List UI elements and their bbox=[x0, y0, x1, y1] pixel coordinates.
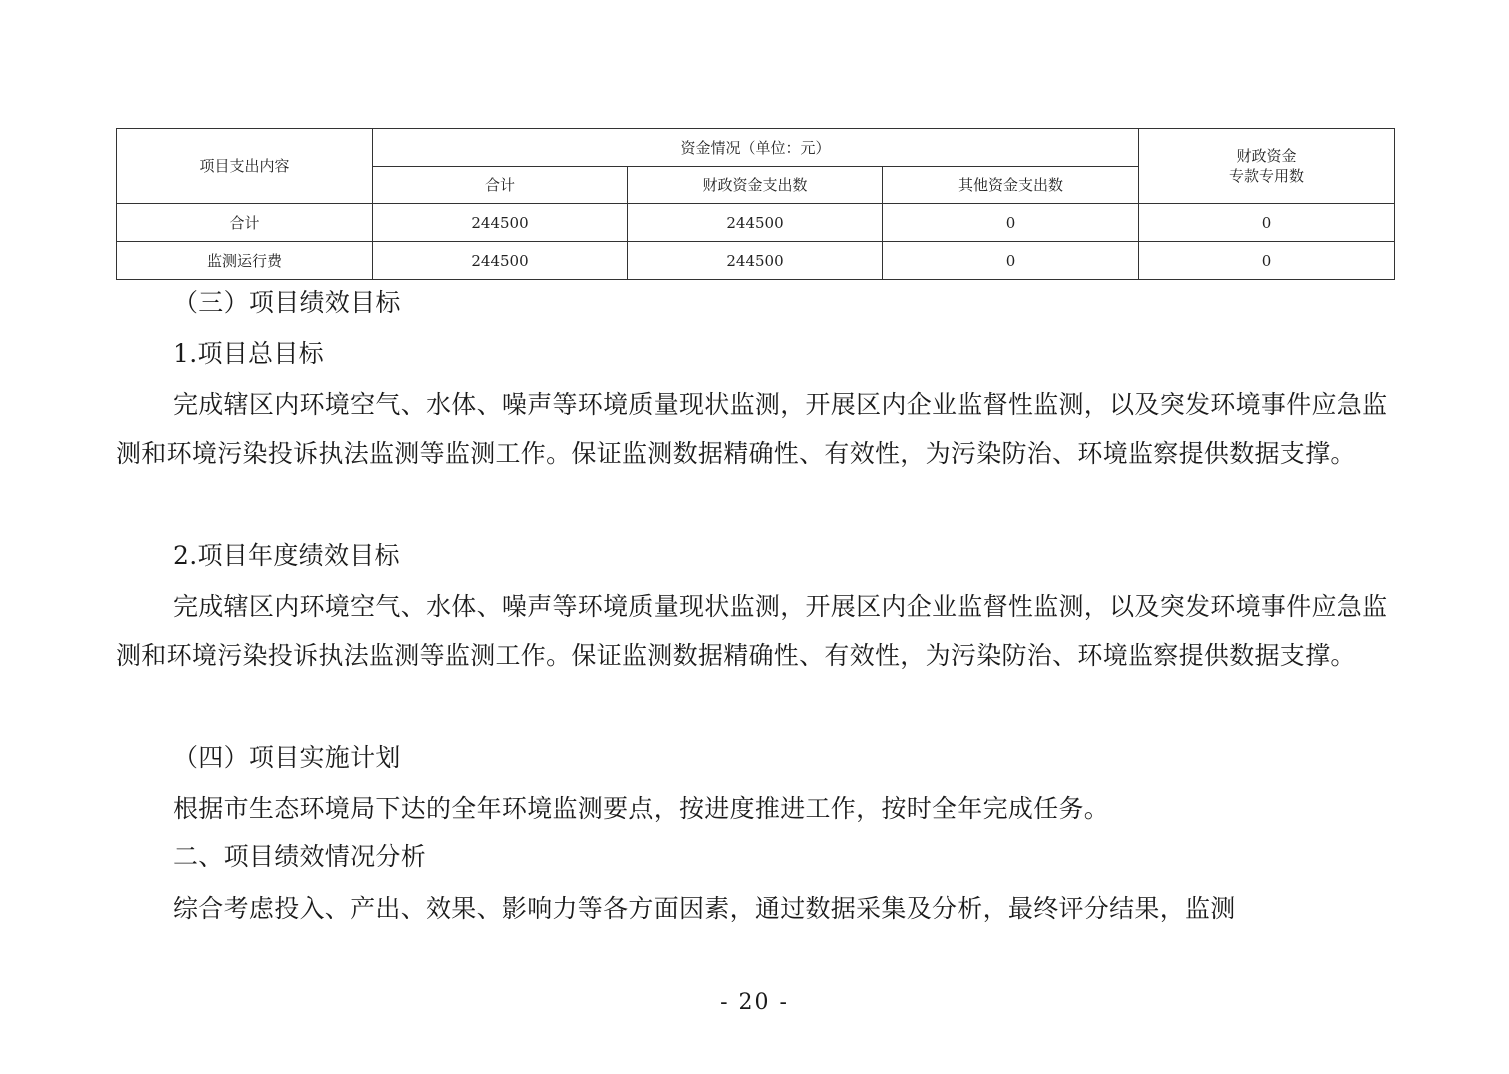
part-2-heading: 二、项目绩效情况分析 bbox=[173, 842, 427, 871]
row-special-cell: 0 bbox=[1139, 204, 1395, 242]
row-fiscal-cell: 244500 bbox=[628, 204, 883, 242]
row-total-cell: 244500 bbox=[373, 242, 628, 280]
header-special-cell: 财政资金 专款专用数 bbox=[1139, 129, 1395, 204]
page-number: - 20 - bbox=[720, 990, 789, 1015]
row-other-cell: 0 bbox=[883, 242, 1139, 280]
section-4-body: 根据市生态环境局下达的全年环境监测要点，按进度推进工作，按时全年完成任务。 bbox=[173, 794, 1110, 823]
row-name-cell: 合计 bbox=[117, 204, 373, 242]
row-total-cell: 244500 bbox=[373, 204, 628, 242]
header-item-cell: 项目支出内容 bbox=[117, 129, 373, 204]
part-2-body: 综合考虑投入、产出、效果、影响力等各方面因素，通过数据采集及分析，最终评分结果，监测 bbox=[173, 894, 1236, 923]
table-row bbox=[117, 242, 1395, 280]
row-fiscal-cell: 244500 bbox=[628, 242, 883, 280]
section-3-1-heading: 1.项目总目标 bbox=[173, 339, 324, 368]
row-other-cell: 0 bbox=[883, 204, 1139, 242]
table-header-row bbox=[117, 129, 1395, 167]
section-3-heading: （三）项目绩效目标 bbox=[173, 288, 401, 317]
table-row bbox=[117, 204, 1395, 242]
section-4-heading: （四）项目实施计划 bbox=[173, 743, 401, 772]
header-total-cell: 合计 bbox=[373, 167, 628, 204]
header-funds-cell: 资金情况（单位：元） bbox=[373, 129, 1139, 167]
row-special-cell: 0 bbox=[1139, 242, 1395, 280]
section-3-1-body: 完成辖区内环境空气、水体、噪声等环境质量现状监测，开展区内企业监督性监测，以及突发环境事件应急监测和环境污染投诉执法监测等监测工作。保证监测数据精确性、有效性，为污染防治、环境监察提供数据支撑。 bbox=[116, 390, 1388, 468]
section-3-2-body: 完成辖区内环境空气、水体、噪声等环境质量现状监测，开展区内企业监督性监测，以及突发环境事件应急监测和环境污染投诉执法监测等监测工作。保证监测数据精确性、有效性，为污染防治、环境监察提供数据支撑。 bbox=[116, 592, 1388, 670]
row-name-cell: 监测运行费 bbox=[117, 242, 373, 280]
header-other-cell: 其他资金支出数 bbox=[883, 167, 1139, 204]
budget-table bbox=[116, 128, 1395, 280]
section-3-2-heading: 2.项目年度绩效目标 bbox=[173, 541, 400, 570]
header-fiscal-cell: 财政资金支出数 bbox=[628, 167, 883, 204]
